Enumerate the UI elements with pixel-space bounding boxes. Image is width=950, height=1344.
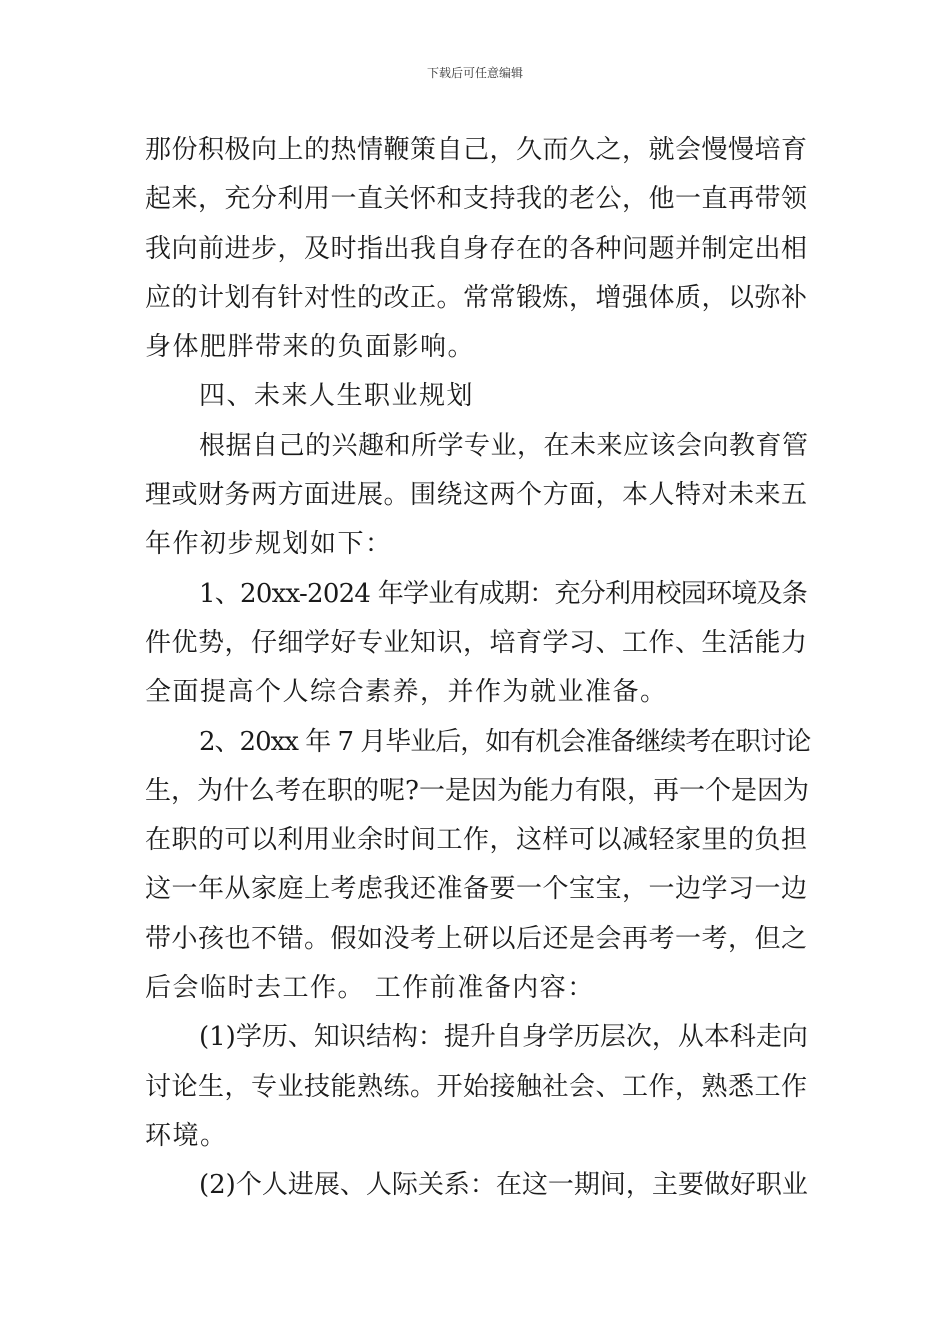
- text-line: 这一年从家庭上考虑我还准备要一个宝宝，一边学习一边: [145, 874, 808, 905]
- text-line: 1、20xx-2024 年学业有成期：充分利用校园环境及条: [199, 578, 807, 609]
- text-line: 后会临时去工作。 工作前准备内容：: [145, 973, 595, 1004]
- text-line: 年作初步规划如下：: [145, 529, 393, 560]
- text-line: 四、未来人生职业规划: [199, 381, 475, 412]
- text-line: 生，为什么考在职的呢?一是因为能力有限，再一个是因为: [145, 775, 809, 806]
- text-line: 全面提高个人综合素养，并作为就业准备。: [145, 677, 668, 708]
- text-line: 2、20xx 年 7 月毕业后，如有机会准备继续考在职讨论: [199, 726, 811, 757]
- text-line: 带小孩也不错。假如没考上研以后还是会再考一考，但之: [145, 923, 808, 954]
- text-line: 那份积极向上的热情鞭策自己，久而久之，就会慢慢培育: [145, 135, 808, 165]
- page-header: 下载后可任意编辑: [426, 66, 523, 80]
- text-line: 起来，充分利用一直关怀和支持我的老公，他一直再带领: [145, 184, 808, 215]
- text-line: 我向前进步，及时指出我自身存在的各种问题并制定出相: [145, 233, 808, 264]
- text-line: 在职的可以利用业余时间工作，这样可以减轻家里的负担: [145, 825, 808, 856]
- text-line: 理或财务两方面进展。围绕这两个方面，本人特对未来五: [145, 480, 808, 511]
- text-line: (2)个人进展、人际关系：在这一期间，主要做好职业: [199, 1170, 808, 1201]
- text-line: 应的计划有针对性的改正。常常锻炼，增强体质，以弥补: [145, 282, 808, 313]
- text-line: (1)学历、知识结构：提升自身学历层次，从本科走向: [199, 1022, 808, 1053]
- document-body: [145, 126, 813, 1211]
- text-line: 环境。: [145, 1120, 228, 1151]
- text-line: 身体肥胖带来的负面影响。: [145, 332, 476, 363]
- text-line: 件优势，仔细学好专业知识，培育学习、工作、生活能力: [145, 627, 808, 658]
- text-line: 讨论生，专业技能熟练。开始接触社会、工作，熟悉工作: [145, 1071, 808, 1102]
- text-line: 根据自己的兴趣和所学专业，在未来应该会向教育管: [199, 430, 809, 461]
